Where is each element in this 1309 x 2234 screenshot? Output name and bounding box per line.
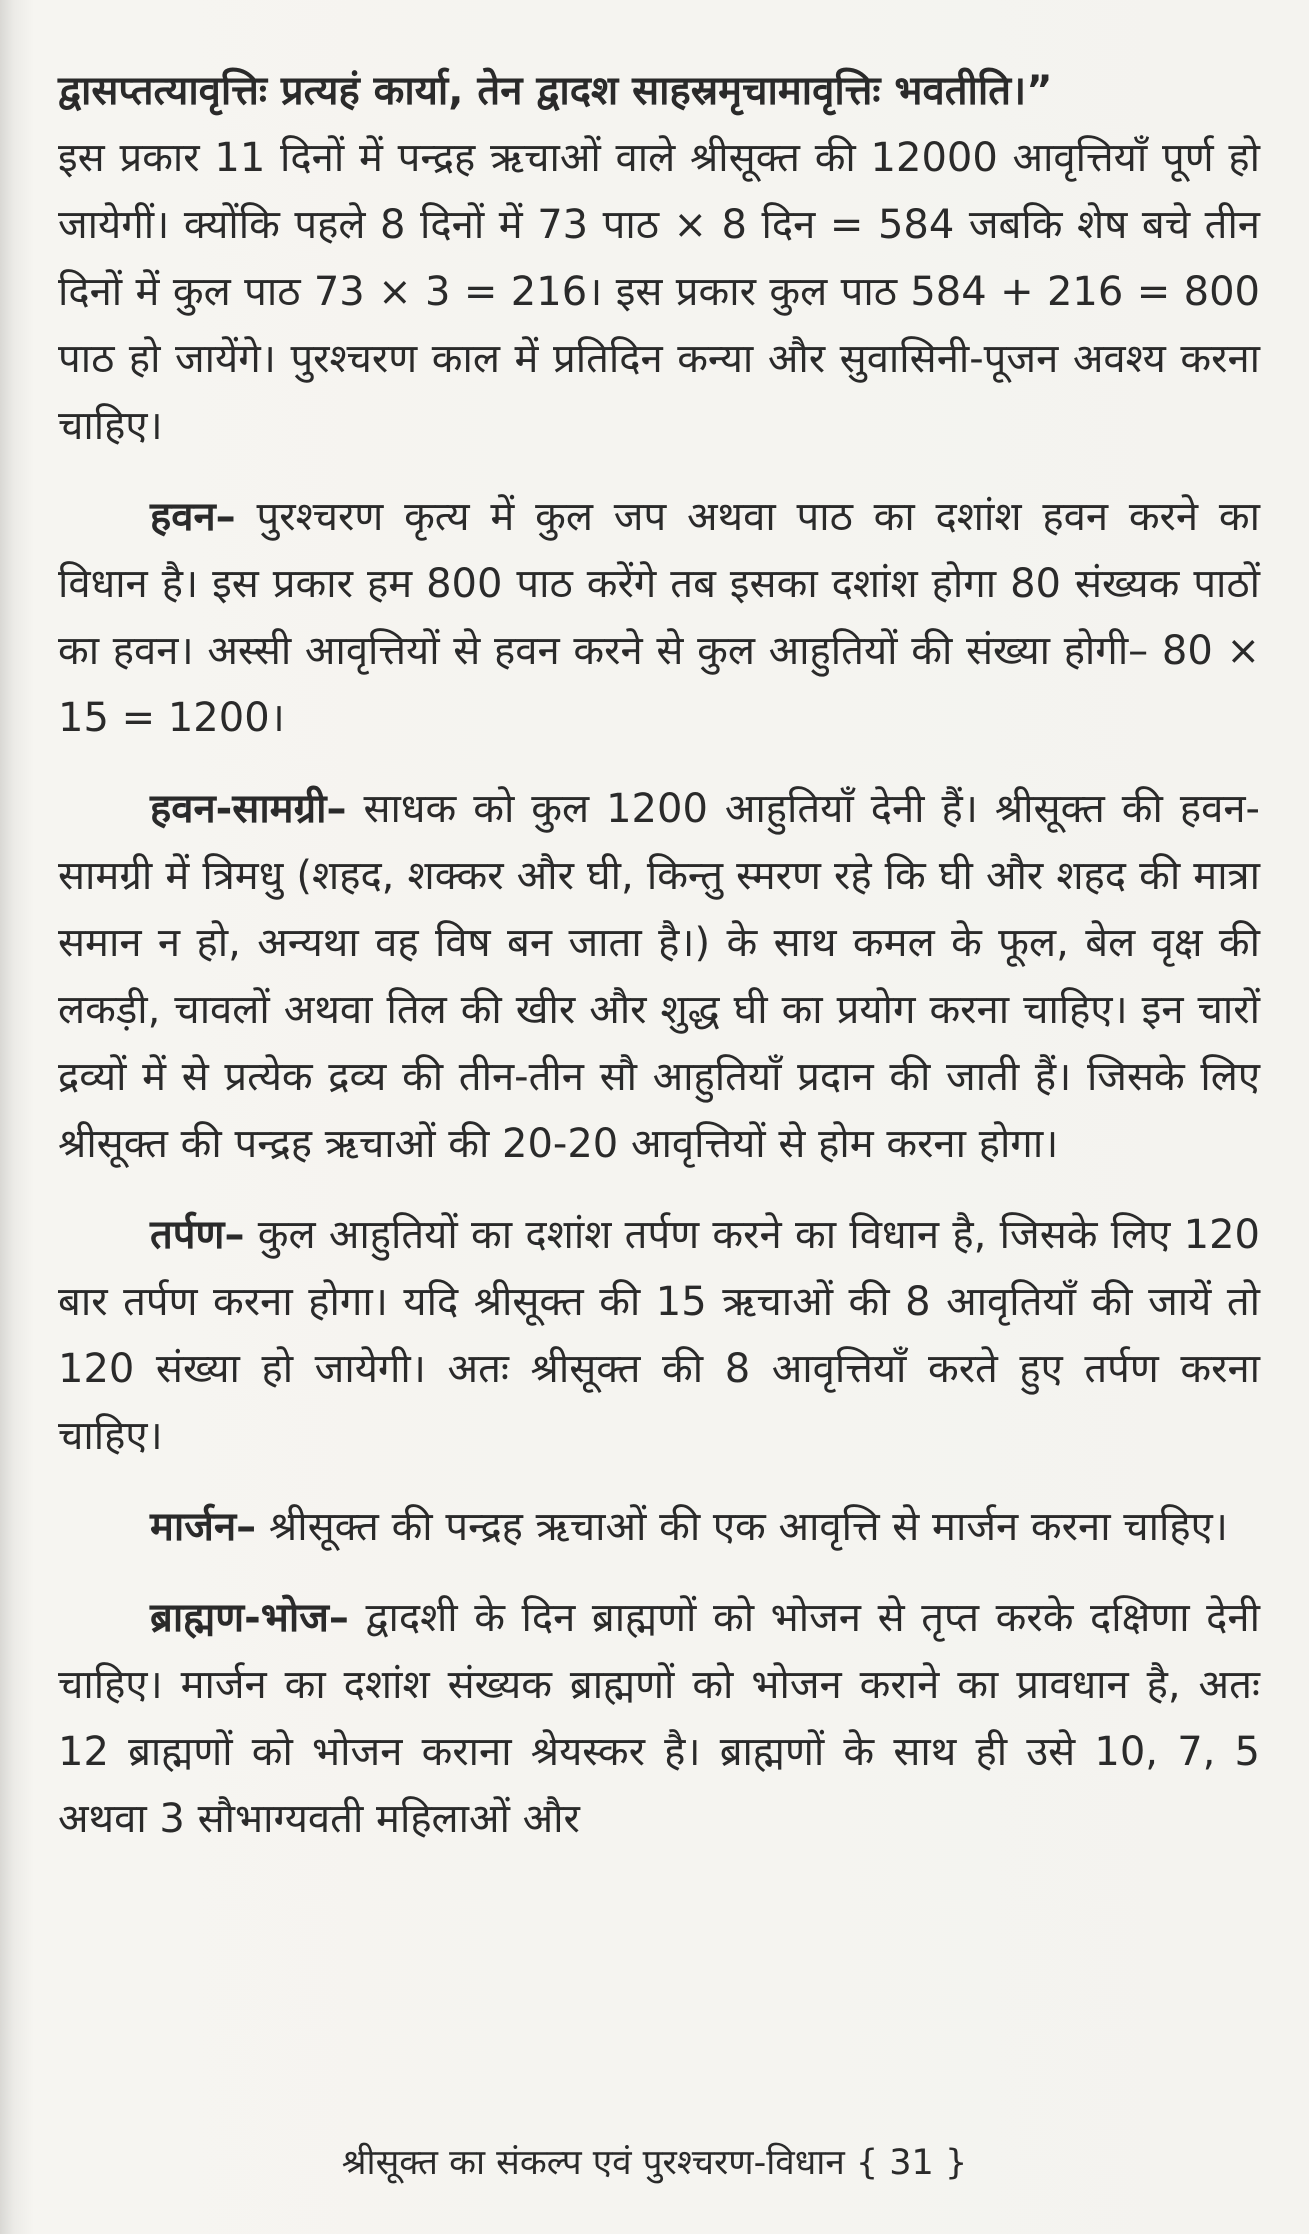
page-text xyxy=(58,58,1260,1877)
paragraph-heading: तर्पण– xyxy=(150,1212,245,1258)
paragraph-havan-samagri xyxy=(58,776,1260,1178)
paragraph-body: द्वादशी के दिन ब्राह्मणों को भोजन से तृप्त करके दक्षिणा देनी चाहिए। मार्जन का दशांश संख्यक ब्राह्मणों को भोजन कराने का प्रावधान है, अतः 12 ब्राह्मणों को भोजन कराना श्रेयस्कर है। ब्राह्मणों के साथ ही उसे 10, 7, 5 अथवा 3 सौभाग्यवती महिलाओं और xyxy=(58,1595,1260,1842)
paragraph-body: कुल आहुतियों का दशांश तर्पण करने का विधान है, जिसके लिए 120 बार तर्पण करना होगा। यदि श्रीसूक्त की 15 ऋचाओं की 8 आवृतियाँ की जायें तो 120 संख्या हो जायेगी। अतः श्रीसूक्त की 8 आवृत्तियाँ करते हुए तर्पण करना चाहिए। xyxy=(58,1212,1260,1459)
lead-sanskrit-line: द्वासप्तत्यावृत्तिः प्रत्यहं कार्या, तेन द्वादश साहस्रमृचामावृत्तिः भवतीति।” xyxy=(58,68,1053,114)
paragraph-heading: हवन– xyxy=(150,494,236,540)
paragraph-heading: हवन-सामग्री– xyxy=(150,786,347,832)
paragraph-intro xyxy=(58,125,1260,460)
paragraph-tarpan xyxy=(58,1202,1260,1470)
paragraph-heading: ब्राह्मण-भोज– xyxy=(150,1595,349,1641)
paragraph-brahman-bhoj xyxy=(58,1585,1260,1853)
paragraph-body: साधक को कुल 1200 आहुतियाँ देनी हैं। श्रीसूक्त की हवन-सामग्री में त्रिमधु (शहद, शक्कर और घी, किन्तु स्मरण रहे कि घी और शहद की मात्रा समान न हो, अन्यथा वह विष बन जाता है।) के साथ कमल के फूल, बेल वृक्ष की लकड़ी, चावलों अथवा तिल की खीर और शुद्ध घी का प्रयोग करना चाहिए। इन चारों द्रव्यों में से प्रत्येक द्रव्य की तीन-तीन सौ आहुतियाँ प्रदान की जाती हैं। जिसके लिए श्रीसूक्त की पन्द्रह ऋचाओं की 20-20 आवृत्तियों से होम करना होगा। xyxy=(58,786,1260,1167)
paragraph-heading: मार्जन– xyxy=(150,1504,257,1550)
paragraph-marjan xyxy=(58,1494,1260,1561)
paragraph-body: पुरश्चरण कृत्य में कुल जप अथवा पाठ का दशांश हवन करने का विधान है। इस प्रकार हम 800 पाठ करेंगे तब इसका दशांश होगा 80 संख्यक पाठों का हवन। अस्सी आवृत्तियों से हवन करने से कुल आहुतियों की संख्या होगी– 80 × 15 = 1200। xyxy=(58,494,1260,741)
paragraph-havan xyxy=(58,484,1260,752)
page-footer: श्रीसूक्त का संकल्प एवं पुरश्चरण-विधान { 31 } xyxy=(341,2143,968,2183)
paragraph-body: इस प्रकार 11 दिनों में पन्द्रह ऋचाओं वाले श्रीसूक्त की 12000 आवृत्तियाँ पूर्ण हो जायेगीं। क्योंकि पहले 8 दिनों में 73 पाठ × 8 दिन = 584 जबकि शेष बचे तीन दिनों में कुल पाठ 73 × 3 = 216। इस प्रकार कुल पाठ 584 + 216 = 800 पाठ हो जायेंगे। पुरश्चरण काल में प्रतिदिन कन्या और सुवासिनी-पूजन अवश्य करना चाहिए। xyxy=(58,135,1260,449)
paragraph-body: श्रीसूक्त की पन्द्रह ऋचाओं की एक आवृत्ति से मार्जन करना चाहिए। xyxy=(268,1504,1228,1550)
